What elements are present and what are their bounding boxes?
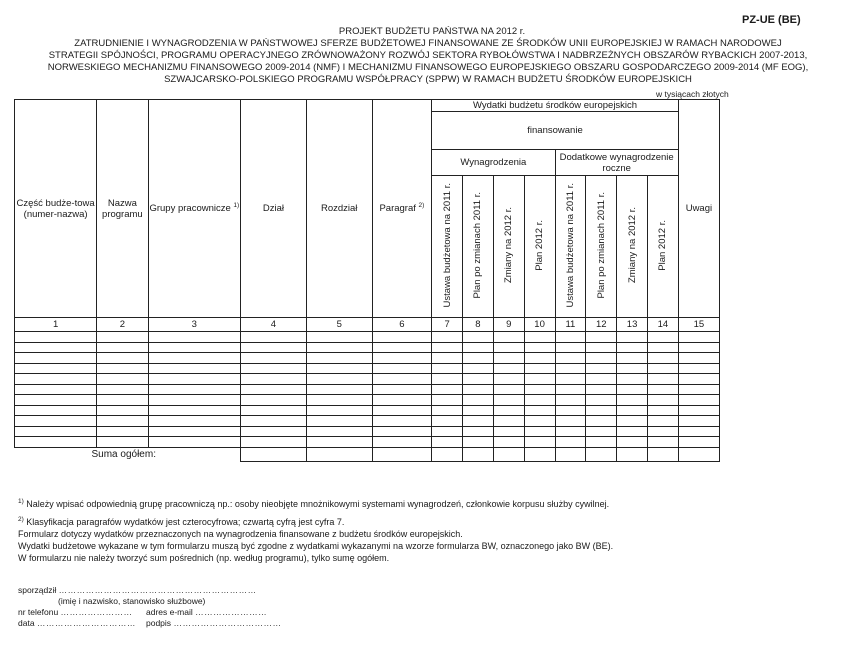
table-cell[interactable] — [97, 416, 148, 427]
table-cell[interactable] — [617, 426, 648, 437]
table-cell[interactable] — [493, 342, 524, 353]
table-cell[interactable] — [306, 405, 372, 416]
sum-cell[interactable] — [617, 447, 648, 461]
table-cell[interactable] — [524, 405, 555, 416]
table-cell[interactable] — [524, 363, 555, 374]
table-cell[interactable] — [678, 363, 719, 374]
table-cell[interactable] — [306, 353, 372, 364]
table-cell[interactable] — [241, 342, 307, 353]
table-cell[interactable] — [97, 342, 148, 353]
column-number: 11 — [555, 318, 586, 332]
header-rozdzial: Rozdział — [306, 100, 372, 318]
table-cell[interactable] — [617, 405, 648, 416]
table-cell[interactable] — [524, 395, 555, 406]
table-row — [15, 426, 720, 437]
table-cell[interactable] — [241, 353, 307, 364]
table-cell[interactable] — [432, 395, 463, 406]
table-cell[interactable] — [372, 374, 432, 385]
table-cell[interactable] — [372, 332, 432, 343]
table-row — [15, 353, 720, 364]
table-cell[interactable] — [372, 416, 432, 427]
table-cell[interactable] — [586, 395, 617, 406]
table-cell[interactable] — [15, 405, 97, 416]
table-cell[interactable] — [97, 395, 148, 406]
data-label: data — [18, 618, 35, 628]
table-cell[interactable] — [678, 426, 719, 437]
table-cell[interactable] — [306, 363, 372, 374]
budget-table-wrapper — [14, 99, 720, 467]
table-cell[interactable] — [524, 426, 555, 437]
table-cell[interactable] — [306, 437, 372, 448]
table-cell[interactable] — [148, 437, 240, 448]
table-row — [15, 342, 720, 353]
column-numbers-row — [15, 318, 720, 332]
table-cell[interactable] — [148, 374, 240, 385]
imie-caption: (imię i nazwisko, stanowisko służbowe) — [58, 596, 206, 606]
table-cell[interactable] — [555, 363, 586, 374]
table-cell[interactable] — [493, 426, 524, 437]
table-cell[interactable] — [524, 416, 555, 427]
table-cell[interactable] — [493, 405, 524, 416]
table-cell[interactable] — [372, 353, 432, 364]
table-cell[interactable] — [463, 384, 494, 395]
sum-cell[interactable] — [463, 447, 494, 461]
table-row — [15, 395, 720, 406]
table-cell[interactable] — [647, 374, 678, 385]
table-cell[interactable] — [463, 332, 494, 343]
sum-cell[interactable] — [555, 447, 586, 461]
table-cell[interactable] — [586, 332, 617, 343]
footnotes — [18, 496, 838, 564]
table-row — [15, 384, 720, 395]
table-cell[interactable] — [306, 384, 372, 395]
signature-block — [18, 585, 518, 629]
table-cell[interactable] — [493, 416, 524, 427]
table-cell[interactable] — [372, 437, 432, 448]
table-cell[interactable] — [306, 342, 372, 353]
date-row — [18, 618, 518, 629]
table-cell[interactable] — [372, 363, 432, 374]
table-cell[interactable] — [463, 363, 494, 374]
table-cell[interactable] — [586, 342, 617, 353]
sum-row — [15, 447, 720, 461]
table-cell[interactable] — [463, 405, 494, 416]
table-cell[interactable] — [586, 363, 617, 374]
header-ustawa-2011-a: Ustawa budżetowa na 2011 r. — [432, 176, 463, 318]
table-cell[interactable] — [678, 353, 719, 364]
table-cell[interactable] — [617, 353, 648, 364]
table-cell[interactable] — [617, 416, 648, 427]
header-grupy: Grupy pracownicze $^{1)}$ — [148, 100, 240, 318]
table-cell[interactable] — [555, 437, 586, 448]
table-cell[interactable] — [555, 395, 586, 406]
table-cell[interactable] — [372, 426, 432, 437]
table-row — [15, 332, 720, 343]
table-cell[interactable] — [586, 353, 617, 364]
column-number: 8 — [463, 318, 494, 332]
title-line-2: ZATRUDNIENIE I WYNAGRODZENIA W PAŃSTWOWEJ SFERZE BUDŻETOWEJ FINANSOWANE ZE ŚRODKÓW UNII EUROPEJSKIEJ W RAMACH NARODOWEJ — [74, 38, 782, 49]
table-cell[interactable] — [555, 384, 586, 395]
table-cell[interactable] — [617, 363, 648, 374]
table-cell[interactable] — [678, 374, 719, 385]
table-cell[interactable] — [432, 416, 463, 427]
table-cell[interactable] — [432, 374, 463, 385]
table-cell[interactable] — [555, 342, 586, 353]
header-plan-2012-a: Plan 2012 r. — [524, 176, 555, 318]
table-cell[interactable] — [241, 416, 307, 427]
table-cell[interactable] — [555, 374, 586, 385]
table-cell[interactable] — [647, 363, 678, 374]
table-cell[interactable] — [241, 426, 307, 437]
table-cell[interactable] — [241, 332, 307, 343]
table-cell[interactable] — [15, 363, 97, 374]
table-cell[interactable] — [15, 342, 97, 353]
table-cell[interactable] — [306, 395, 372, 406]
sum-cell[interactable] — [306, 447, 372, 461]
table-cell[interactable] — [97, 426, 148, 437]
table-cell[interactable] — [555, 353, 586, 364]
footnote-1: $^{1)}$ Należy wpisać odpowiednią grupę pracowniczą np.: osoby nieobjęte mnożnikowymi systemami wynagrodzeń, członkowie korpusu służby cywilnej. — [18, 498, 610, 509]
table-cell[interactable] — [97, 384, 148, 395]
table-cell[interactable] — [524, 374, 555, 385]
table-cell[interactable] — [678, 405, 719, 416]
sum-cell[interactable] — [432, 447, 463, 461]
table-cell[interactable] — [97, 353, 148, 364]
column-number: 9 — [493, 318, 524, 332]
table-cell[interactable] — [678, 342, 719, 353]
sporzadzil-field[interactable]: ………………………………………………………… — [58, 585, 257, 595]
table-cell[interactable] — [15, 384, 97, 395]
podpis-field[interactable]: ……………………………… — [173, 618, 282, 628]
table-cell[interactable] — [647, 405, 678, 416]
telefon-label: nr telefonu — [18, 607, 59, 617]
table-cell[interactable] — [148, 363, 240, 374]
table-cell[interactable] — [306, 416, 372, 427]
table-cell[interactable] — [148, 342, 240, 353]
sum-cell[interactable] — [524, 447, 555, 461]
table-cell[interactable] — [463, 342, 494, 353]
table-cell[interactable] — [647, 416, 678, 427]
table-cell[interactable] — [647, 342, 678, 353]
column-number: 6 — [372, 318, 432, 332]
email-field[interactable]: …………………… — [195, 607, 268, 617]
table-cell[interactable] — [647, 437, 678, 448]
sum-cell[interactable] — [493, 447, 524, 461]
table-cell[interactable] — [678, 437, 719, 448]
table-cell[interactable] — [493, 437, 524, 448]
column-number: 3 — [148, 318, 240, 332]
header-wydatki: Wydatki budżetu środków europejskich — [432, 100, 679, 112]
header-plan-2012-b: Plan 2012 r. — [647, 176, 678, 318]
table-cell[interactable] — [524, 437, 555, 448]
table-cell[interactable] — [148, 395, 240, 406]
header-dzial: Dział — [241, 100, 307, 318]
table-cell[interactable] — [647, 332, 678, 343]
table-cell[interactable] — [432, 384, 463, 395]
header-zmiany-2012-a: Zmiany na 2012 r. — [493, 176, 524, 318]
table-cell[interactable] — [97, 374, 148, 385]
table-cell[interactable] — [586, 384, 617, 395]
table-cell[interactable] — [432, 363, 463, 374]
table-cell[interactable] — [148, 353, 240, 364]
table-cell[interactable] — [555, 416, 586, 427]
title-line-1: PROJEKT BUDŻETU PAŃSTWA NA 2012 r. — [338, 26, 526, 37]
column-number: 10 — [524, 318, 555, 332]
note-line-3: Formularz dotyczy wydatków przeznaczonych na wynagrodzenia finansowane z budżetu środków europejskich. — [18, 529, 463, 539]
column-number: 15 — [678, 318, 719, 332]
table-cell[interactable] — [524, 353, 555, 364]
table-cell[interactable] — [678, 332, 719, 343]
table-cell[interactable] — [432, 353, 463, 364]
table-cell[interactable] — [524, 384, 555, 395]
sum-cell[interactable] — [647, 447, 678, 461]
table-cell[interactable] — [586, 405, 617, 416]
header-paragraf: Paragraf $^{2)}$ — [372, 100, 432, 318]
table-cell[interactable] — [97, 332, 148, 343]
table-cell[interactable] — [97, 405, 148, 416]
table-cell[interactable] — [306, 374, 372, 385]
title-line-4: NORWESKIEGO MECHANIZMU FINANSOWEGO 2009-2014 (NMF) I MECHANIZMU FINANSOWEGO EUROPEJSKIEGO OBSZARU GOSPODARCZEGO 2009-2014 (MF EOG), — [47, 62, 809, 73]
table-cell[interactable] — [241, 363, 307, 374]
table-cell[interactable] — [617, 395, 648, 406]
table-cell[interactable] — [432, 405, 463, 416]
column-number: 1 — [15, 318, 97, 332]
table-cell[interactable] — [678, 416, 719, 427]
table-cell[interactable] — [647, 426, 678, 437]
table-cell[interactable] — [148, 384, 240, 395]
title-line-5: SZWAJCARSKO-POLSKIEGO PROGRAMU WSPÓŁPRACY (SPPW) W RAMACH BUDŻETU ŚRODKÓW EUROPEJSKICH — [164, 74, 692, 85]
table-cell[interactable] — [493, 332, 524, 343]
table-cell[interactable] — [432, 342, 463, 353]
header-finansowanie: finansowanie — [432, 112, 679, 150]
table-cell[interactable] — [306, 426, 372, 437]
table-cell[interactable] — [617, 342, 648, 353]
table-cell[interactable] — [555, 332, 586, 343]
podpis-label: podpis — [146, 618, 172, 628]
table-cell[interactable] — [555, 426, 586, 437]
budget-table — [14, 99, 720, 462]
table-cell[interactable] — [148, 426, 240, 437]
table-cell[interactable] — [15, 426, 97, 437]
table-cell[interactable] — [617, 384, 648, 395]
sporzadzil-label: sporządził — [18, 585, 57, 595]
table-cell[interactable] — [586, 437, 617, 448]
table-row — [15, 374, 720, 385]
table-cell[interactable] — [678, 395, 719, 406]
header-wynagrodzenia: Wynagrodzenia — [432, 150, 555, 176]
contact-row — [18, 607, 518, 618]
table-cell[interactable] — [432, 437, 463, 448]
table-cell[interactable] — [617, 374, 648, 385]
table-cell[interactable] — [372, 384, 432, 395]
sum-cell[interactable] — [586, 447, 617, 461]
table-cell[interactable] — [493, 384, 524, 395]
table-cell[interactable] — [15, 416, 97, 427]
table-row — [15, 437, 720, 448]
table-cell[interactable] — [647, 384, 678, 395]
table-cell[interactable] — [647, 353, 678, 364]
table-cell[interactable] — [617, 332, 648, 343]
document-title — [0, 26, 856, 86]
footnote-2: $^{2)}$ Klasyfikacja paragrafów wydatków jest czterocyfrowa; czwartą cyfrą jest cyfra 7. — [18, 516, 345, 527]
sum-label: Suma ogółem: — [15, 447, 241, 461]
note-line-4: Wydatki budżetowe wykazane w tym formularzu muszą być zgodne z wydatkami wykazanymi na wzorze formularza BW, oznaczonego jako BW (BE). — [18, 541, 614, 551]
table-row — [15, 405, 720, 416]
column-number: 13 — [617, 318, 648, 332]
table-cell[interactable] — [372, 405, 432, 416]
table-cell[interactable] — [678, 384, 719, 395]
header-dodatkowe: Dodatkowe wynagrodzenie roczne — [555, 150, 678, 176]
table-cell[interactable] — [148, 416, 240, 427]
sum-cell[interactable] — [372, 447, 432, 461]
sum-cell[interactable] — [241, 447, 307, 461]
table-cell[interactable] — [493, 374, 524, 385]
column-number: 2 — [97, 318, 148, 332]
header-program: Nazwa programu — [97, 100, 148, 318]
table-cell[interactable] — [432, 332, 463, 343]
unit-label: w tysiącach złotych — [656, 89, 729, 99]
table-cell[interactable] — [148, 405, 240, 416]
note-line-5: W formularzu nie należy tworzyć sum pośrednich (np. według programu), tylko sumę ogółem. — [18, 553, 390, 563]
header-plan-zmiany-2011-b: Plan po zmianach 2011 r. — [586, 176, 617, 318]
table-cell[interactable] — [463, 353, 494, 364]
table-cell[interactable] — [15, 395, 97, 406]
sporzadzil-row — [18, 585, 518, 596]
table-cell[interactable] — [241, 437, 307, 448]
table-row — [15, 363, 720, 374]
table-cell[interactable] — [432, 426, 463, 437]
table-cell[interactable] — [463, 374, 494, 385]
table-cell[interactable] — [372, 395, 432, 406]
column-number: 7 — [432, 318, 463, 332]
table-cell[interactable] — [463, 437, 494, 448]
table-cell[interactable] — [493, 395, 524, 406]
table-cell[interactable] — [524, 342, 555, 353]
table-cell[interactable] — [15, 437, 97, 448]
column-number: 5 — [306, 318, 372, 332]
telefon-field[interactable]: …………………… — [60, 607, 133, 617]
table-cell[interactable] — [306, 332, 372, 343]
email-label: adres e-mail — [146, 607, 193, 617]
title-line-3: STRATEGII SPÓJNOŚCI, PROGRAMU OPERACYJNEGO ZRÓWNOWAŻONY ROZWÓJ SEKTORA RYBOŁÓWSTWA I NADBRZEŻNYCH OBSZARÓW RYBACKICH 2007-2013, — [48, 50, 808, 61]
table-cell[interactable] — [586, 416, 617, 427]
form-code: PZ-UE (BE) — [742, 14, 801, 26]
table-row — [15, 416, 720, 427]
table-cell[interactable] — [555, 405, 586, 416]
table-cell[interactable] — [241, 395, 307, 406]
table-cell[interactable] — [372, 342, 432, 353]
table-cell[interactable] — [493, 363, 524, 374]
table-cell[interactable] — [463, 416, 494, 427]
table-cell[interactable] — [15, 374, 97, 385]
table-cell[interactable] — [241, 405, 307, 416]
table-cell[interactable] — [586, 374, 617, 385]
table-cell[interactable] — [15, 332, 97, 343]
table-cell[interactable] — [586, 426, 617, 437]
table-cell[interactable] — [241, 384, 307, 395]
table-cell[interactable] — [463, 395, 494, 406]
sum-cell[interactable] — [678, 447, 719, 461]
header-czesc: Część budże-towa (numer-nazwa) — [15, 100, 97, 318]
table-cell[interactable] — [493, 353, 524, 364]
header-plan-zmiany-2011-a: Plan po zmianach 2011 r. — [463, 176, 494, 318]
table-cell[interactable] — [524, 332, 555, 343]
header-uwagi: Uwagi — [678, 100, 719, 318]
table-cell[interactable] — [647, 395, 678, 406]
header-ustawa-2011-b: Ustawa budżetowa na 2011 r. — [555, 176, 586, 318]
column-number: 12 — [586, 318, 617, 332]
data-field[interactable]: …………………………… — [36, 618, 136, 628]
table-cell[interactable] — [97, 363, 148, 374]
table-cell[interactable] — [463, 426, 494, 437]
column-number: 4 — [241, 318, 307, 332]
header-zmiany-2012-b: Zmiany na 2012 r. — [617, 176, 648, 318]
table-cell[interactable] — [148, 332, 240, 343]
table-cell[interactable] — [617, 437, 648, 448]
table-cell[interactable] — [15, 353, 97, 364]
table-cell[interactable] — [97, 437, 148, 448]
table-cell[interactable] — [241, 374, 307, 385]
column-number: 14 — [647, 318, 678, 332]
